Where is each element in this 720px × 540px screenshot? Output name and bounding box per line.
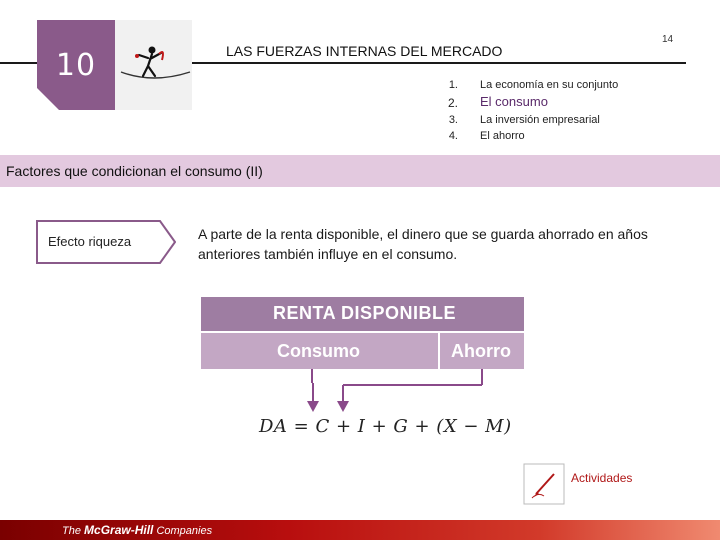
index-number-3: 3. (448, 114, 458, 126)
effect-label: Efecto riqueza (48, 234, 132, 249)
renta-disponible-label: RENTA DISPONIBLE (273, 303, 457, 323)
ahorro-arrowhead (337, 401, 349, 412)
consumo-arrow (312, 369, 313, 403)
actividades-label: Actividades (571, 471, 633, 485)
index-item-ahorro[interactable]: El ahorro (480, 130, 525, 142)
ahorro-label: Ahorro (451, 341, 511, 361)
chapter-badge-fold (37, 88, 59, 110)
effect-description: A parte de la renta disponible, el dinero que se guarda ahorrado en años anteriores también influye en el consumo. (198, 226, 648, 262)
demand-formula: DA = C + I + G + (X − M) (259, 416, 512, 437)
tightrope-walker-image (115, 20, 192, 110)
chapter-number: 10 (55, 48, 97, 83)
index-number-2: 2. (447, 96, 458, 110)
index-item-inversion[interactable]: La inversión empresarial (480, 114, 600, 126)
consumo-arrowhead (307, 401, 319, 412)
flow-arrows (200, 365, 500, 417)
index-item-economia[interactable]: La economía en su conjunto (480, 79, 619, 91)
consumo-label: Consumo (277, 341, 360, 361)
ahorro-arrow (343, 369, 482, 403)
publisher-logo-the: The (62, 525, 81, 537)
actividades-frame (522, 462, 700, 508)
page-number: 14 (662, 34, 674, 45)
index-number-1: 1. (448, 79, 458, 91)
page-title: LAS FUERZAS INTERNAS DEL MERCADO (226, 43, 503, 59)
publisher-logo-companies: Companies (156, 525, 213, 537)
index-number-4: 4. (448, 130, 458, 142)
publisher-logo (62, 523, 212, 537)
section-title: Factores que condicionan el consumo (II) (6, 163, 263, 179)
publisher-logo-brand: McGraw-Hill (84, 523, 154, 537)
index-item-consumo[interactable]: El consumo (480, 94, 548, 109)
actividades-button[interactable] (522, 462, 700, 508)
